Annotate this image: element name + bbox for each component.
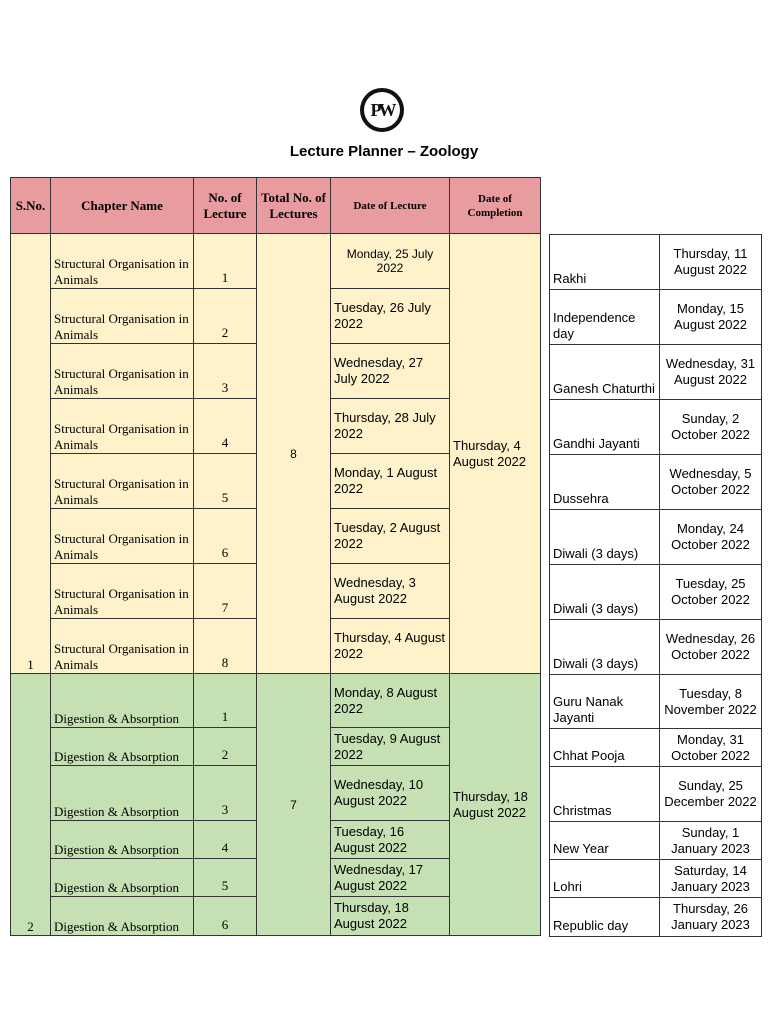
completion-date: Thursday, 18 August 2022 — [450, 674, 541, 936]
lecture-number: 4 — [194, 399, 257, 454]
holiday-name: Rakhi — [550, 235, 660, 290]
header-sno: S.No. — [11, 178, 51, 234]
lecture-date: Thursday, 28 July 2022 — [331, 399, 450, 454]
holiday-date: Thursday, 26 January 2023 — [660, 898, 762, 937]
lecture-number: 6 — [194, 509, 257, 564]
chapter-name: Structural Organisation in Animals — [51, 399, 194, 454]
holiday-row — [550, 400, 762, 455]
holiday-date: Saturday, 14 January 2023 — [660, 860, 762, 898]
holiday-date: Tuesday, 25 October 2022 — [660, 565, 762, 620]
total-lectures: 8 — [257, 234, 331, 674]
lecture-date: Tuesday, 16 August 2022 — [331, 821, 450, 859]
lecture-table — [10, 177, 541, 936]
serial-number: 2 — [11, 674, 51, 936]
holiday-name: Lohri — [550, 860, 660, 898]
lecture-number: 1 — [194, 234, 257, 289]
holiday-name: Diwali (3 days) — [550, 510, 660, 565]
chapter-name: Structural Organisation in Animals — [51, 454, 194, 509]
lecture-date: Tuesday, 2 August 2022 — [331, 509, 450, 564]
holiday-name: Republic day — [550, 898, 660, 937]
chapter-name: Digestion & Absorption — [51, 766, 194, 821]
header-completion: Date of Completion — [450, 178, 541, 234]
holiday-row — [550, 290, 762, 345]
lecture-date: Wednesday, 10 August 2022 — [331, 766, 450, 821]
holiday-name: Ganesh Chaturthi — [550, 345, 660, 400]
header-date: Date of Lecture — [331, 178, 450, 234]
holiday-date: Wednesday, 5 October 2022 — [660, 455, 762, 510]
lecture-number: 4 — [194, 821, 257, 859]
chapter-name: Digestion & Absorption — [51, 859, 194, 897]
lecture-date: Wednesday, 3 August 2022 — [331, 564, 450, 619]
pw-logo-mark: PW — [364, 92, 400, 128]
holiday-name: Independence day — [550, 290, 660, 345]
lecture-date: Wednesday, 17 August 2022 — [331, 859, 450, 897]
holiday-name: Gandhi Jayanti — [550, 400, 660, 455]
holiday-row — [550, 455, 762, 510]
holiday-date: Sunday, 1 January 2023 — [660, 822, 762, 860]
lecture-number: 6 — [194, 897, 257, 936]
chapter-name: Structural Organisation in Animals — [51, 564, 194, 619]
lecture-number: 3 — [194, 344, 257, 399]
lecture-date: Tuesday, 9 August 2022 — [331, 728, 450, 766]
page-title: Lecture Planner – Zoology — [289, 143, 479, 160]
chapter-name: Structural Organisation in Animals — [51, 344, 194, 399]
chapter-name: Structural Organisation in Animals — [51, 289, 194, 344]
header-total: Total No. of Lectures — [257, 178, 331, 234]
holiday-name: Diwali (3 days) — [550, 620, 660, 675]
lecture-date: Wednesday, 27 July 2022 — [331, 344, 450, 399]
header-no-lecture: No. of Lecture — [194, 178, 257, 234]
chapter-name: Structural Organisation in Animals — [51, 509, 194, 564]
lecture-number: 1 — [194, 674, 257, 728]
holiday-date: Monday, 31 October 2022 — [660, 729, 762, 767]
lecture-date: Thursday, 4 August 2022 — [331, 619, 450, 674]
lecture-number: 5 — [194, 454, 257, 509]
lecture-date: Tuesday, 26 July 2022 — [331, 289, 450, 344]
holiday-row — [550, 565, 762, 620]
table-row — [11, 674, 541, 728]
chapter-name: Digestion & Absorption — [51, 674, 194, 728]
holiday-row — [550, 767, 762, 822]
chapter-name: Digestion & Absorption — [51, 821, 194, 859]
lecture-number: 8 — [194, 619, 257, 674]
chapter-name: Structural Organisation in Animals — [51, 234, 194, 289]
header-chapter: Chapter Name — [51, 178, 194, 234]
table-row — [11, 234, 541, 289]
holiday-row — [550, 510, 762, 565]
holiday-date: Sunday, 2 October 2022 — [660, 400, 762, 455]
lecture-number: 5 — [194, 859, 257, 897]
header-row — [11, 178, 541, 234]
lecture-date: Thursday, 18 August 2022 — [331, 897, 450, 936]
holiday-row — [550, 620, 762, 675]
lecture-date: Monday, 1 August 2022 — [331, 454, 450, 509]
holiday-name: Chhat Pooja — [550, 729, 660, 767]
lecture-number: 2 — [194, 289, 257, 344]
holiday-date: Thursday, 11 August 2022 — [660, 235, 762, 290]
holiday-row — [550, 822, 762, 860]
total-lectures: 7 — [257, 674, 331, 936]
holiday-table — [549, 234, 762, 937]
holiday-row — [550, 235, 762, 290]
holiday-row — [550, 898, 762, 937]
holiday-name: Dussehra — [550, 455, 660, 510]
holiday-date: Monday, 24 October 2022 — [660, 510, 762, 565]
holiday-name: Diwali (3 days) — [550, 565, 660, 620]
completion-date: Thursday, 4 August 2022 — [450, 234, 541, 674]
holiday-date: Monday, 15 August 2022 — [660, 290, 762, 345]
holiday-date: Sunday, 25 December 2022 — [660, 767, 762, 822]
holiday-row — [550, 860, 762, 898]
lecture-date: Monday, 8 August 2022 — [331, 674, 450, 728]
holiday-row — [550, 729, 762, 767]
holiday-row — [550, 345, 762, 400]
serial-number: 1 — [11, 234, 51, 674]
holiday-date: Wednesday, 26 October 2022 — [660, 620, 762, 675]
lecture-number: 7 — [194, 564, 257, 619]
lecture-number: 2 — [194, 728, 257, 766]
chapter-name: Digestion & Absorption — [51, 728, 194, 766]
holiday-row — [550, 675, 762, 729]
pw-logo — [360, 88, 404, 132]
holiday-name: Guru Nanak Jayanti — [550, 675, 660, 729]
holiday-date: Tuesday, 8 November 2022 — [660, 675, 762, 729]
lecture-number: 3 — [194, 766, 257, 821]
chapter-name: Structural Organisation in Animals — [51, 619, 194, 674]
holiday-name: New Year — [550, 822, 660, 860]
holiday-name: Christmas — [550, 767, 660, 822]
holiday-date: Wednesday, 31 August 2022 — [660, 345, 762, 400]
lecture-date: Monday, 25 July 2022 — [331, 234, 450, 289]
chapter-name: Digestion & Absorption — [51, 897, 194, 936]
